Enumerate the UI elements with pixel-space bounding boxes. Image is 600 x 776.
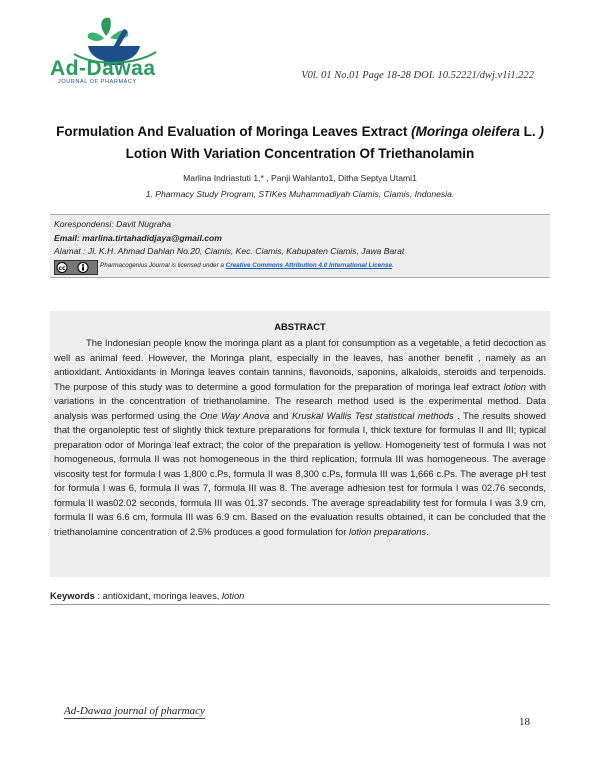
abstract-text: and [269, 409, 292, 421]
abstract-body [54, 336, 546, 539]
page-number: 18 [519, 716, 530, 728]
abstract-italic-term: One Way Anova [199, 409, 270, 421]
abstract-italic-term: lotion [503, 380, 526, 392]
abstract-italic-term: Kruskal Wallis Test statistical methods [291, 409, 454, 421]
abstract-italic-term: lotion preparations [348, 525, 427, 537]
author-affiliation: 1. Pharmacy Study Program, STIKes Muhammadiyah Ciamis, Ciamis, Indonesia. [145, 189, 455, 199]
paper-title [40, 121, 560, 165]
correspondence-contact: Korespondensi: Davit Nugraha [54, 219, 172, 229]
correspondence-address: Alamat : Jl. K.H. Ahmad Dahlan No.20, Ciamis, Kec. Ciamis, Kabupaten Ciamis, Jawa Barat [54, 246, 405, 256]
abstract-heading: ABSTRACT [274, 321, 326, 332]
title-text-1: Formulation And Evaluation of Moringa Leaves Extract [56, 124, 412, 139]
journal-volume-doi: V0l. 01 No.01 Page 18-28 DOI. 10.52221/dwj.v1i1.222 [301, 70, 534, 81]
logo-name: Ad-Dawaa [50, 57, 156, 80]
license-statement [100, 262, 394, 269]
footer-journal-name: Ad-Dawaa journal of pharmacy [64, 705, 205, 717]
abstract-box [50, 311, 550, 577]
title-text-2: L. [519, 124, 540, 139]
title-paren: ) [539, 124, 544, 139]
title-species-name: (Moringa oleifera [411, 124, 520, 139]
svg-text:cc: cc [58, 265, 66, 272]
keywords-italic: lotion [221, 590, 245, 601]
cc-by-license-icon[interactable] [54, 260, 98, 275]
author-list: Marlina Indriastuti 1,* , Panji Wahlanto1, Ditha Septya Utami1 [183, 173, 417, 183]
title-text-3: Lotion With Variation Concentration Of Triethanolamin [125, 146, 475, 161]
keywords-text: : antioxidant, moringa leaves, [94, 590, 222, 601]
abstract-text: . [426, 525, 429, 537]
license-suffix: . [392, 262, 394, 269]
correspondence-email[interactable]: Email: marlina.tirtahadidjaya@gmail.com [54, 233, 222, 243]
logo-subtitle: JOURNAL OF PHARMACY [58, 79, 137, 85]
keywords-line [50, 590, 550, 605]
keywords-label: Keywords [50, 590, 95, 601]
abstract-text: The Indonesian people know the moringa plant as a plant for consumption as a vegetable, a fetid decoction as well as animal feed. However, the Moringa plant, especially in the leaves, has another benefit , namely as an antioxidant. Antioxidants in Moringa leaves contain tannins, flavonoids, saponins, alkaloids, steroids and terpenoids. The purpose of this study was to determine a good formulation for the preparation of moringa leaf extract [54, 337, 546, 392]
correspondence-box [50, 214, 550, 278]
abstract-text: . The results showed that the organoleptic test of slightly thick texture preparations for formula I, thick texture for formulas II and III; typical preparation odor of Moringa leaf extract; the color of the preparation is yellow. Homogeneity test of formula I was not homogeneous, formula II was not homogeneous in the third replication, formula III was homogeneous. The average viscosity test for formula I was 1,800 c.Ps, formula II was 8,300 c.Ps, formula III was 1,666 c.Ps. The average pH test for formula I was 6, formula II was 7, formula III was 8. The average adhesion test for formula I was 02.76 seconds, formula II was02.02 seconds, formula III was 01.37 seconds. The average spreadability test for formula I was 3.9 cm, formula II was 6.6 cm, formula III was 6.9 cm. Based on the evaluation results obtained, it can be concluded that the triethanolamine concentration of 2.5% produces a good formulation for [54, 409, 547, 537]
abstract-text: with variations in the concentration of triethanolamine. The research method used is the experimental method. Data analysis was performed using the [54, 380, 546, 421]
license-link[interactable]: Creative Commons Attribution 4.0 International License [225, 262, 392, 269]
license-prefix: Pharmacogenius Journal is licensed under a [100, 262, 226, 269]
